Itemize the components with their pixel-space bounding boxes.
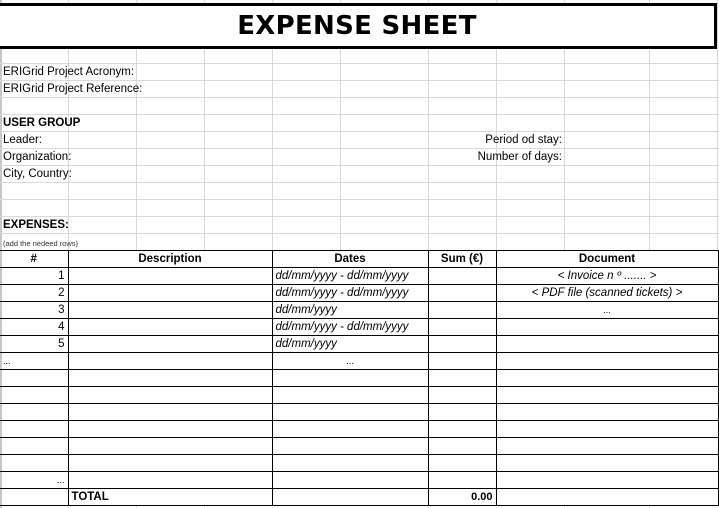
table-row xyxy=(0,472,718,489)
cell-description[interactable] xyxy=(68,302,272,319)
cell-document[interactable] xyxy=(496,438,718,455)
cell-number[interactable]: 4 xyxy=(0,319,68,336)
table-row xyxy=(0,455,718,472)
cell-sum[interactable] xyxy=(428,370,496,387)
column-header-document[interactable]: Document xyxy=(496,251,718,268)
table-row xyxy=(0,268,718,285)
cell-document[interactable] xyxy=(496,489,718,506)
gridline xyxy=(0,199,719,200)
cell-dates[interactable]: dd/mm/yyyy - dd/mm/yyyy xyxy=(272,319,428,336)
cell-document[interactable]: < PDF file (scanned tickets) > xyxy=(496,285,718,302)
cell-number[interactable]: 1 xyxy=(0,268,68,285)
cell-document[interactable] xyxy=(496,421,718,438)
cell-dates[interactable] xyxy=(272,370,428,387)
cell-description[interactable] xyxy=(68,421,272,438)
cell-number[interactable] xyxy=(0,438,68,455)
cell-dates[interactable]: ... xyxy=(272,353,428,370)
cell-number[interactable]: 3 xyxy=(0,302,68,319)
cell-number[interactable]: ... xyxy=(0,472,68,489)
gridline xyxy=(0,216,719,217)
gridline xyxy=(0,148,719,149)
cell-sum[interactable] xyxy=(428,404,496,421)
table-row xyxy=(0,421,718,438)
total-value[interactable]: 0.00 xyxy=(428,489,496,506)
total-label: TOTAL xyxy=(68,489,272,506)
cell-number[interactable]: ... xyxy=(0,353,68,370)
cell-number[interactable] xyxy=(0,404,68,421)
leader-label: Leader: xyxy=(3,134,43,146)
total-row xyxy=(0,489,718,506)
cell-document[interactable] xyxy=(496,370,718,387)
organization-label: Organization: xyxy=(3,151,72,163)
cell-document[interactable]: ... xyxy=(496,302,718,319)
table-row xyxy=(0,438,718,455)
table-header-row xyxy=(0,251,718,268)
column-header-dates[interactable]: Dates xyxy=(272,251,428,268)
table-row xyxy=(0,302,718,319)
column-header-number[interactable]: # xyxy=(0,251,68,268)
table-row xyxy=(0,336,718,353)
cell-sum[interactable] xyxy=(428,353,496,370)
cell-description[interactable] xyxy=(68,336,272,353)
gridline xyxy=(717,0,718,250)
cell-description[interactable] xyxy=(68,268,272,285)
cell-description[interactable] xyxy=(68,319,272,336)
cell-sum[interactable] xyxy=(428,438,496,455)
table-row xyxy=(0,353,718,370)
gridline xyxy=(0,114,719,115)
cell-dates[interactable] xyxy=(272,455,428,472)
cell-document[interactable] xyxy=(496,455,718,472)
cell-dates[interactable] xyxy=(272,387,428,404)
cell-number[interactable] xyxy=(0,421,68,438)
cell-number[interactable] xyxy=(0,455,68,472)
cell-sum[interactable] xyxy=(428,302,496,319)
cell-description[interactable] xyxy=(68,353,272,370)
expenses-heading: EXPENSES: xyxy=(3,219,69,231)
cell-sum[interactable] xyxy=(428,285,496,302)
cell-sum[interactable] xyxy=(428,421,496,438)
cell-sum[interactable] xyxy=(428,319,496,336)
period-of-stay-label: Period od stay: xyxy=(485,134,562,146)
number-of-days-label: Number of days: xyxy=(477,151,562,163)
cell-number[interactable] xyxy=(0,370,68,387)
cell-document[interactable] xyxy=(496,319,718,336)
cell-dates[interactable] xyxy=(272,438,428,455)
table-row xyxy=(0,387,718,404)
column-header-sum[interactable]: Sum (€) xyxy=(428,251,496,268)
cell-document[interactable] xyxy=(496,472,718,489)
cell-number[interactable] xyxy=(0,489,68,506)
cell-description[interactable] xyxy=(68,370,272,387)
cell-sum[interactable] xyxy=(428,336,496,353)
gridline xyxy=(0,233,719,234)
cell-sum[interactable] xyxy=(428,472,496,489)
cell-description[interactable] xyxy=(68,472,272,489)
cell-description[interactable] xyxy=(68,438,272,455)
cell-description[interactable] xyxy=(68,285,272,302)
cell-sum[interactable] xyxy=(428,268,496,285)
cell-document[interactable]: < Invoice n º ....... > xyxy=(496,268,718,285)
cell-document[interactable] xyxy=(496,387,718,404)
cell-dates[interactable]: dd/mm/yyyy - dd/mm/yyyy xyxy=(272,268,428,285)
page-title: EXPENSE SHEET xyxy=(237,11,477,41)
cell-dates[interactable] xyxy=(272,404,428,421)
project-reference-label: ERIGrid Project Reference: xyxy=(3,83,143,95)
cell-sum[interactable] xyxy=(428,455,496,472)
cell-dates[interactable] xyxy=(272,421,428,438)
city-country-label: City, Country: xyxy=(3,168,72,180)
cell-sum[interactable] xyxy=(428,387,496,404)
gridline xyxy=(0,131,719,132)
cell-dates[interactable]: dd/mm/yyyy xyxy=(272,302,428,319)
cell-dates[interactable] xyxy=(272,489,428,506)
cell-dates[interactable]: dd/mm/yyyy xyxy=(272,336,428,353)
cell-document[interactable] xyxy=(496,336,718,353)
cell-number[interactable] xyxy=(0,387,68,404)
expenses-table xyxy=(0,250,719,506)
cell-number[interactable]: 5 xyxy=(0,336,68,353)
cell-dates[interactable]: dd/mm/yyyy - dd/mm/yyyy xyxy=(272,285,428,302)
cell-number[interactable]: 2 xyxy=(0,285,68,302)
user-group-heading: USER GROUP xyxy=(3,117,81,129)
expenses-note: (add the nedeed rows) xyxy=(3,239,79,248)
cell-document[interactable] xyxy=(496,353,718,370)
cell-document[interactable] xyxy=(496,404,718,421)
table-row xyxy=(0,319,718,336)
table-row xyxy=(0,404,718,421)
gridline xyxy=(0,182,719,183)
table-row xyxy=(0,370,718,387)
cell-description[interactable] xyxy=(68,455,272,472)
title-cell[interactable] xyxy=(0,3,717,49)
cell-description[interactable] xyxy=(68,387,272,404)
project-acronym-label: ERIGrid Project Acronym: xyxy=(3,66,135,78)
cell-dates[interactable] xyxy=(272,472,428,489)
gridline xyxy=(0,165,719,166)
cell-description[interactable] xyxy=(68,404,272,421)
table-row xyxy=(0,285,718,302)
column-header-description[interactable]: Description xyxy=(68,251,272,268)
